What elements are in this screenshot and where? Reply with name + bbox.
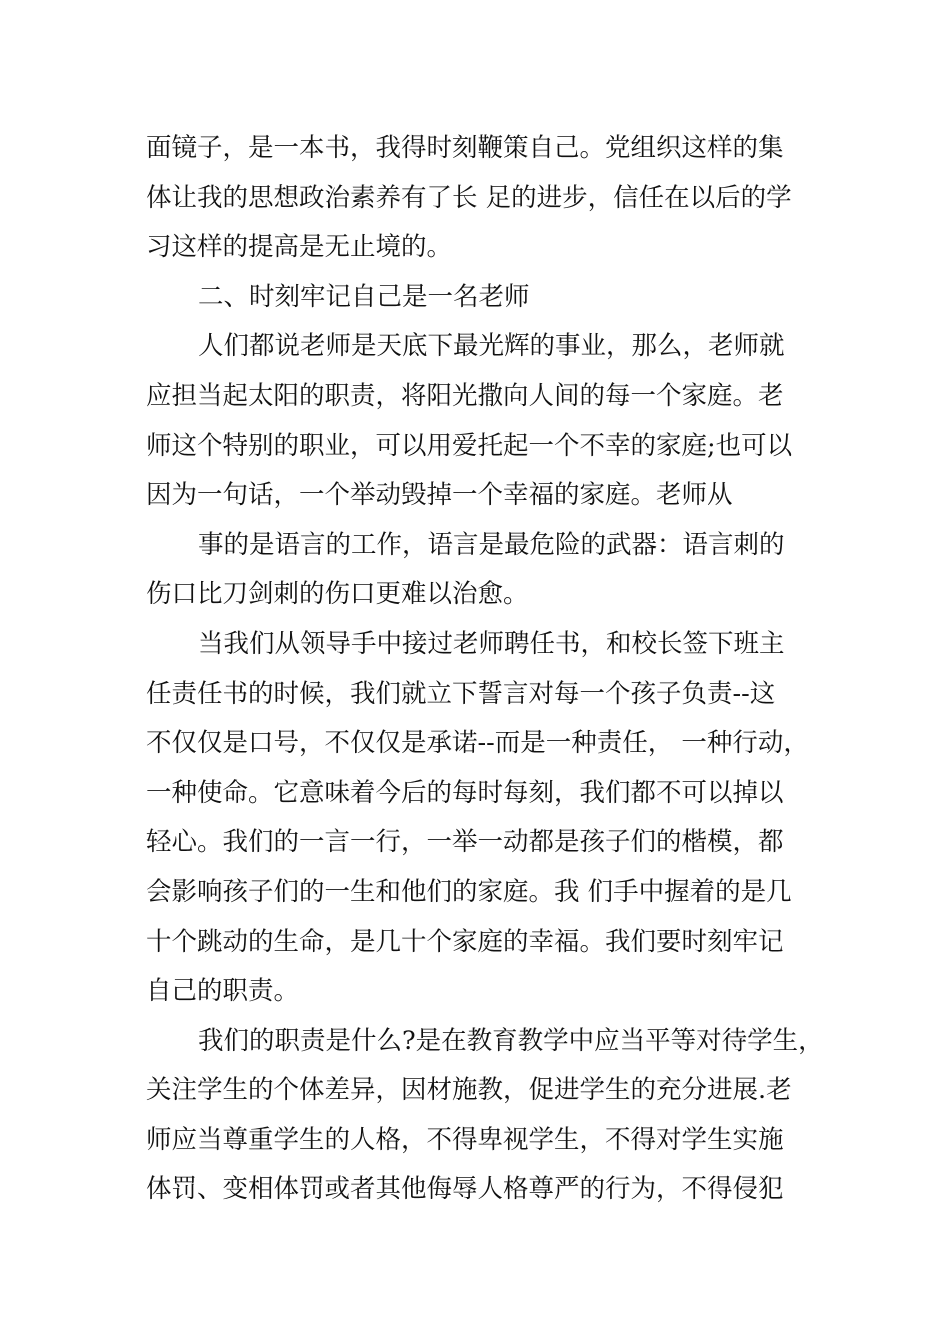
text-line: 一种使命。它意味着今后的每时每刻，我们都不可以掉以 <box>146 777 784 808</box>
section-heading: 二、时刻牢记自己是一名老师 <box>198 281 530 312</box>
text-line: 轻心。我们的一言一行，一举一动都是孩子们的楷模，都 <box>146 827 784 858</box>
text-line: 应担当起太阳的职责，将阳光撒向人间的每一个家庭。老 <box>146 380 784 411</box>
text-line: 体罚、变相体罚或者其他侮辱人格尊严的行为，不得侵犯 <box>146 1174 784 1205</box>
text-line: 因为一句话，一个举动毁掉一个幸福的家庭。老师从 <box>146 480 733 511</box>
text-line: 事的是语言的工作，语言是最危险的武器：语言刺的 <box>198 529 785 560</box>
text-line: 不仅仅是口号，不仅仅是承诺--而是一种责任， 一种行动， <box>146 728 809 759</box>
text-line: 十个跳动的生命，是几十个家庭的幸福。我们要时刻牢记 <box>146 926 784 957</box>
text-line: 面镜子，是一本书，我得时刻鞭策自己。党组织这样的集 <box>146 133 784 163</box>
text-line: 任责任书的时候，我们就立下誓言对每一个孩子负责--这 <box>146 678 776 709</box>
text-line: 我们的职责是什么?是在教育教学中应当平等对待学生， <box>198 1025 824 1056</box>
text-line: 师这个特别的职业，可以用爱托起一个不幸的家庭;也可以 <box>146 430 793 461</box>
text-line: 当我们从领导手中接过老师聘任书，和校长签下班主 <box>198 628 785 659</box>
text-line: 体让我的思想政治素养有了长 足的进步，信任在以后的学 <box>146 182 792 213</box>
text-line: 关注学生的个体差异，因材施教，促进学生的充分进展.老 <box>146 1075 792 1106</box>
text-line: 会影响孩子们的一生和他们的家庭。我 们手中握着的是几 <box>146 876 792 907</box>
document-body <box>146 124 826 1215</box>
text-line: 伤口比刀剑刺的伤口更难以治愈。 <box>146 579 529 610</box>
text-line: 师应当尊重学生的人格，不得卑视学生，不得对学生实施 <box>146 1124 784 1155</box>
text-line: 习这样的提高是无止境的。 <box>146 232 453 263</box>
text-line: 人们都说老师是天底下最光辉的事业，那么，老师就 <box>198 331 785 362</box>
text-line: 自己的职责。 <box>146 976 300 1007</box>
